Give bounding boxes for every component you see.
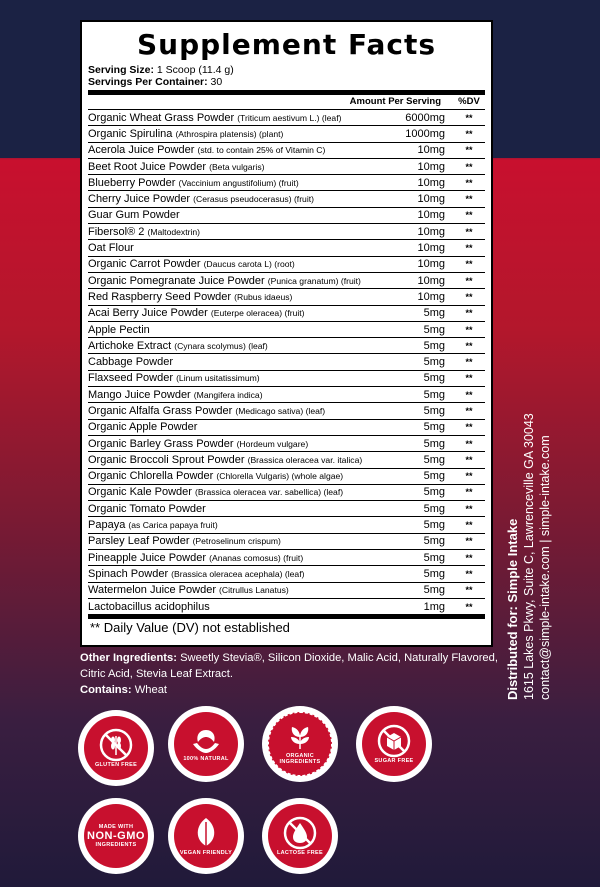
servings-label: Servings Per Container: [88, 76, 208, 88]
ingredient-source: (Cerasus pseudocerasus) (fruit) [193, 194, 314, 205]
ingredient-source: (Triticum aestivum L.) (leaf) [237, 112, 342, 123]
ingredient-amount: 5mg [423, 486, 445, 499]
ingredient-main: Apple Pectin [88, 323, 150, 336]
panel-title: Supplement Facts [136, 28, 437, 61]
ingredient-source: (Euterpe oleracea) (fruit) [210, 308, 305, 319]
ingredient-amount: 5mg [423, 519, 445, 532]
ingredient-name [88, 601, 393, 613]
ingredient-dv: ** [465, 373, 473, 384]
ingredient-name [88, 568, 393, 580]
table-row [88, 143, 485, 159]
ingredient-amount: 5mg [423, 453, 445, 466]
ingredient-amount: 5mg [423, 388, 445, 401]
table-row [88, 110, 485, 126]
ingredient-dv: ** [465, 275, 473, 286]
ingredient-amount: 5mg [423, 421, 445, 434]
ingredient-amount: 10mg [417, 225, 445, 238]
ingredient-dv: ** [465, 161, 473, 172]
ingredient-name [88, 258, 393, 270]
ingredient-source: (Rubus idaeus) [234, 291, 293, 302]
table-row [88, 469, 485, 485]
ingredient-amount: 5mg [423, 584, 445, 597]
ingredient-name [88, 340, 393, 352]
non-gmo-badge [78, 798, 154, 874]
ingredient-main: Guar Gum Powder [88, 209, 180, 222]
ingredient-main: Acerola Juice Powder [88, 144, 195, 157]
ingredient-amount: 10mg [417, 242, 445, 255]
hands-leaf-icon [189, 726, 223, 756]
ingredient-dv: ** [465, 243, 473, 254]
ingredient-name [88, 552, 393, 564]
ingredient-source: (Hordeum vulgare) [236, 438, 309, 449]
ingredient-source: (Chlorella Vulgaris) (whole algae) [216, 471, 344, 482]
natural-badge [168, 706, 244, 782]
ingredient-main: Flaxseed Powder [88, 372, 173, 385]
other-ingredients-label: Other Ingredients: [80, 652, 177, 664]
ingredient-source: (Daucus carota L) (root) [203, 259, 295, 270]
table-row [88, 403, 485, 419]
ingredient-source: (Brassica oleracea var. italica) [247, 454, 363, 465]
ingredient-name [88, 421, 393, 433]
ingredient-dv: ** [465, 194, 473, 205]
ingredient-dv: ** [465, 454, 473, 465]
ingredient-dv: ** [465, 520, 473, 531]
table-row [88, 436, 485, 452]
ingredient-amount: 5mg [423, 356, 445, 369]
ingredient-amount: 10mg [417, 160, 445, 173]
natural-label: 100% NATURAL [183, 756, 229, 762]
non-gmo-bottom-label: INGREDIENTS [95, 842, 137, 848]
ingredient-amount: 5mg [423, 323, 445, 336]
ingredient-name [88, 454, 393, 466]
ingredient-main: Organic Carrot Powder [88, 258, 201, 271]
ingredient-source: (Brassica oleracea var. sabellica) (leaf) [195, 487, 344, 498]
other-ingredients [80, 650, 505, 698]
ingredient-amount: 10mg [417, 144, 445, 157]
ingredient-name [88, 144, 393, 156]
ingredient-main: Organic Spirulina [88, 127, 173, 140]
ingredient-name [88, 584, 393, 596]
ingredient-main: Organic Broccoli Sprout Powder [88, 453, 245, 466]
supplement-facts-panel [80, 20, 493, 647]
ingredient-dv: ** [465, 112, 473, 123]
ingredient-name [88, 519, 393, 531]
ingredient-main: Organic Kale Powder [88, 486, 192, 499]
sugar-free-badge [356, 706, 432, 782]
ingredient-source: (as Carica papaya fruit) [128, 520, 218, 531]
ingredient-name [88, 209, 393, 221]
ingredient-main: Red Raspberry Seed Powder [88, 290, 232, 303]
table-row [88, 599, 485, 615]
ingredient-main: Organic Apple Powder [88, 421, 198, 434]
ingredient-main: Spinach Powder [88, 567, 169, 580]
ingredient-name [88, 535, 393, 547]
ingredient-amount: 10mg [417, 274, 445, 287]
table-row [88, 273, 485, 289]
distributor-block [505, 300, 565, 700]
organic-label: ORGANIC INGREDIENTS [279, 753, 321, 765]
sugar-free-label: SUGAR FREE [374, 758, 414, 764]
ingredient-main: Oat Flour [88, 242, 134, 255]
ingredient-main: Cabbage Powder [88, 356, 174, 369]
ingredient-main: Acai Berry Juice Powder [88, 307, 208, 320]
distributor-address: 1615 Lakes Pkwy, Suite C, Lawrenceville GA 30043 [522, 413, 536, 700]
ingredient-source: (Linum usitatissimum) [176, 373, 260, 384]
table-row [88, 322, 485, 338]
ingredient-dv: ** [465, 552, 473, 563]
ingredient-amount: 10mg [417, 176, 445, 189]
ingredient-name [88, 405, 393, 417]
table-row [88, 387, 485, 403]
table-row [88, 485, 485, 501]
ingredient-main: Lactobacillus acidophilus [88, 600, 210, 613]
lactose-free-label: LACTOSE FREE [277, 850, 323, 856]
ingredient-name [88, 307, 393, 319]
ingredient-dv: ** [465, 128, 473, 139]
contains-text: Wheat [134, 684, 168, 696]
ingredient-amount: 5mg [423, 551, 445, 564]
table-row [88, 240, 485, 256]
ingredient-dv: ** [465, 568, 473, 579]
dv-footnote: ** Daily Value (DV) not established [90, 620, 290, 636]
ingredient-amount: 5mg [423, 339, 445, 352]
ingredient-name [88, 193, 393, 205]
ingredient-main: Organic Tomato Powder [88, 502, 206, 515]
ingredient-name [88, 324, 393, 336]
table-row [88, 420, 485, 436]
ingredient-main: Organic Pomegranate Juice Powder [88, 274, 265, 287]
ingredient-amount: 10mg [417, 209, 445, 222]
lactose-free-badge [262, 798, 338, 874]
ingredient-dv: ** [465, 585, 473, 596]
ingredient-main: Parsley Leaf Powder [88, 535, 190, 548]
table-row [88, 338, 485, 354]
table-row [88, 501, 485, 517]
table-row [88, 354, 485, 370]
table-row [88, 452, 485, 468]
ingredient-main: Cherry Juice Powder [88, 193, 191, 206]
ingredient-dv: ** [465, 145, 473, 156]
ingredient-dv: ** [465, 405, 473, 416]
header-dv: %DV [458, 96, 480, 107]
ingredient-name [88, 177, 393, 189]
organic-badge [262, 706, 338, 782]
ingredient-dv: ** [465, 340, 473, 351]
ingredient-dv: ** [465, 503, 473, 514]
table-row [88, 224, 485, 240]
ingredient-name [88, 372, 393, 384]
leaf-icon [191, 816, 221, 850]
ingredient-dv: ** [465, 471, 473, 482]
vegan-label: VEGAN FRIENDLY [179, 850, 233, 856]
table-row [88, 566, 485, 582]
ingredient-amount: 5mg [423, 372, 445, 385]
ingredient-source: (Cynara scolymus) (leaf) [174, 340, 268, 351]
vegan-badge [168, 798, 244, 874]
milk-drop-icon [283, 816, 317, 850]
gluten-free-label: GLUTEN FREE [94, 762, 138, 768]
ingredient-main: Mango Juice Powder [88, 388, 191, 401]
ingredient-name [88, 486, 393, 498]
ingredient-amount: 5mg [423, 567, 445, 580]
table-row [88, 159, 485, 175]
ingredient-name [88, 438, 393, 450]
ingredient-name [88, 503, 393, 515]
sugar-cube-icon [377, 724, 411, 758]
ingredient-dv: ** [465, 308, 473, 319]
ingredient-source: (Petroselinum crispum) [192, 536, 281, 547]
serving-size-label: Serving Size: [88, 64, 154, 76]
ingredient-dv: ** [465, 536, 473, 547]
ingredient-source: (Maltodextrin) [147, 226, 201, 237]
non-gmo-top-label: MADE WITH [98, 824, 134, 830]
ingredient-dv: ** [465, 291, 473, 302]
ingredient-main: Organic Wheat Grass Powder [88, 111, 235, 124]
ingredient-source: (Athrospira platensis) (plant) [175, 128, 284, 139]
ingredient-amount: 5mg [423, 404, 445, 417]
ingredient-dv: ** [465, 177, 473, 188]
table-row [88, 371, 485, 387]
ingredient-amount: 10mg [417, 258, 445, 271]
ingredient-name [88, 275, 393, 287]
ingredient-name [88, 112, 393, 124]
ingredient-name [88, 291, 393, 303]
ingredient-main: Fibersol® 2 [88, 225, 145, 238]
ingredient-name [88, 226, 393, 238]
ingredient-source: (Medicago sativa) (leaf) [235, 405, 326, 416]
other-ingredients-text: Sweetly Stevia®, Silicon Dioxide, Malic Acid, Naturally Flavored, Citric Acid, Stevia Leaf Extract. [80, 652, 498, 680]
ingredient-source: (Citrullus Lanatus) [219, 585, 289, 596]
ingredient-dv: ** [465, 438, 473, 449]
ingredient-amount: 1000mg [405, 127, 445, 140]
ingredient-dv: ** [465, 357, 473, 368]
ingredient-source: (Beta vulgaris) [209, 161, 265, 172]
ingredient-source: (Ananas comosus) (fruit) [209, 552, 304, 563]
table-row [88, 306, 485, 322]
ingredient-dv: ** [465, 601, 473, 612]
servings-per-container [88, 76, 485, 88]
table-row [88, 583, 485, 599]
ingredient-amount: 5mg [423, 470, 445, 483]
ingredient-amount: 10mg [417, 193, 445, 206]
ingredient-name [88, 128, 393, 140]
ingredient-name [88, 356, 393, 368]
ingredient-name [88, 242, 393, 254]
header-amount: Amount Per Serving [349, 96, 441, 107]
ingredient-name [88, 161, 393, 173]
table-row [88, 191, 485, 207]
non-gmo-label: NON-GMO [87, 830, 145, 842]
distributor-title: Distributed for: Simple Intake [505, 518, 520, 700]
serving-size [88, 64, 485, 76]
ingredient-amount: 10mg [417, 290, 445, 303]
ingredient-name [88, 389, 393, 401]
ingredient-main: Organic Barley Grass Powder [88, 437, 234, 450]
ingredient-amount: 5mg [423, 535, 445, 548]
ingredient-main: Organic Alfalfa Grass Powder [88, 404, 233, 417]
ingredient-amount: 6000mg [405, 111, 445, 124]
ingredient-dv: ** [465, 422, 473, 433]
ingredient-source: (Mangifera indica) [193, 389, 263, 400]
table-row [88, 550, 485, 566]
table-row [88, 126, 485, 142]
table-header [88, 95, 485, 110]
table-row [88, 175, 485, 191]
ingredient-amount: 5mg [423, 437, 445, 450]
distributor-contact: contact@simple-intake.com | simple-intake.com [538, 435, 552, 700]
ingredient-source: (Brassica oleracea acephala) (leaf) [171, 568, 305, 579]
table-row [88, 289, 485, 305]
ingredient-main: Organic Chlorella Powder [88, 470, 214, 483]
ingredient-dv: ** [465, 487, 473, 498]
ingredient-source: (std. to contain 25% of Vitamin C) [197, 145, 326, 156]
contains-label: Contains: [80, 684, 132, 696]
ingredient-main: Watermelon Juice Powder [88, 584, 216, 597]
ingredient-amount: 1mg [423, 600, 445, 613]
table-row [88, 534, 485, 550]
table-row [88, 257, 485, 273]
ingredient-dv: ** [465, 324, 473, 335]
ingredient-dv: ** [465, 226, 473, 237]
ingredient-main: Blueberry Powder [88, 176, 176, 189]
ingredient-main: Artichoke Extract [88, 339, 172, 352]
table-row [88, 517, 485, 533]
leaves-icon [285, 723, 315, 753]
wheat-icon [99, 728, 133, 762]
ingredient-dv: ** [465, 259, 473, 270]
ingredient-dv: ** [465, 389, 473, 400]
ingredient-dv: ** [465, 210, 473, 221]
ingredient-name [88, 470, 393, 482]
ingredient-source: (Punica granatum) (fruit) [267, 275, 361, 286]
ingredient-source: (Vaccinium angustifolium) (fruit) [178, 177, 299, 188]
gluten-free-badge [78, 710, 154, 786]
ingredient-main: Papaya [88, 519, 126, 532]
serving-size-value: 1 Scoop (11.4 g) [156, 64, 234, 76]
ingredient-main: Beet Root Juice Powder [88, 160, 207, 173]
table-row [88, 208, 485, 224]
ingredient-amount: 5mg [423, 307, 445, 320]
ingredient-table [88, 110, 485, 615]
ingredient-main: Pineapple Juice Powder [88, 551, 207, 564]
ingredient-amount: 5mg [423, 502, 445, 515]
servings-value: 30 [210, 76, 223, 88]
